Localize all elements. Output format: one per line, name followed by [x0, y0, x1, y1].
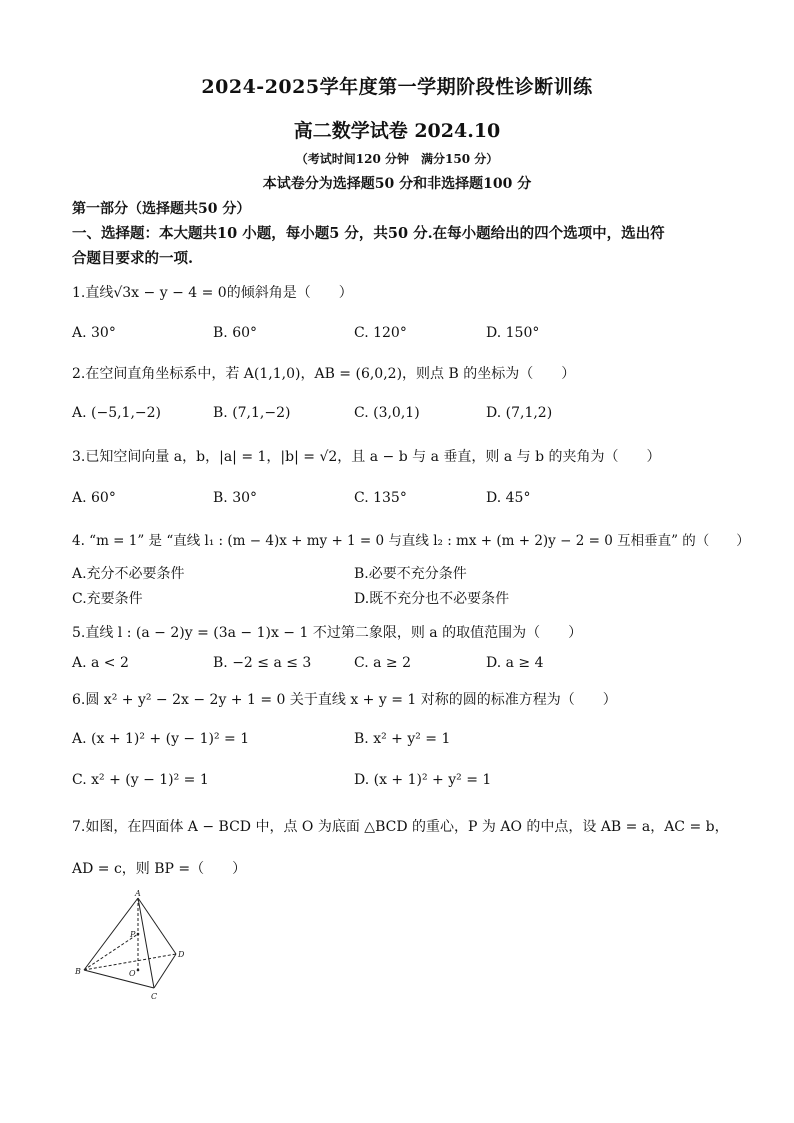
question-2-option-b[interactable]: B. (7,1,−2) — [213, 405, 291, 421]
question-2-stem: 2.在空间直角坐标系中，若 A(1,1,0)，AB = (6,0,2)，则点 B 的坐标为（ ） — [72, 366, 576, 382]
question-1-stem: 1.直线√3x − y − 4 = 0的倾斜角是（ ） — [72, 285, 353, 301]
exam-info: （考试时间120 分钟 满分150 分） — [295, 152, 499, 166]
question-4-option-d[interactable]: D.既不充分也不必要条件 — [354, 591, 510, 607]
question-6-stem: 6.圆 x² + y² − 2x − 2y + 1 = 0 关于直线 x + y = 1 对称的圆的标准方程为（ ） — [72, 692, 617, 708]
question-4-option-a[interactable]: A.充分不必要条件 — [72, 566, 185, 582]
point-o — [137, 969, 140, 972]
exam-title: 2024-2025学年度第一学期阶段性诊断训练 — [201, 76, 593, 98]
question-6-option-b[interactable]: B. x² + y² = 1 — [354, 731, 451, 747]
question-4-stem: 4. “m = 1” 是 “直线 l₁ : (m − 4)x + my + 1 = 0 与直线 l₂ : mx + (m + 2)y − 2 = 0 互相垂直” 的（ ） — [72, 533, 750, 549]
segment-bp — [84, 934, 138, 970]
question-5-option-c[interactable]: C. a ≥ 2 — [354, 655, 411, 671]
label-a: A — [135, 889, 141, 898]
edge-ac — [138, 898, 154, 988]
paper-note: 本试卷分为选择题50 分和非选择题100 分 — [262, 176, 532, 192]
tetrahedron-figure — [72, 888, 202, 1006]
question-2-option-c[interactable]: C. (3,0,1) — [354, 405, 420, 421]
edge-bc — [84, 970, 154, 988]
question-1-option-b[interactable]: B. 60° — [213, 325, 258, 341]
question-2-option-a[interactable]: A. (−5,1,−2) — [72, 405, 162, 421]
exam-subtitle: 高二数学试卷 2024.10 — [293, 120, 501, 142]
question-7-stem-line-2: AD = c，则 BP =（ ） — [72, 861, 247, 877]
question-5-option-b[interactable]: B. −2 ≤ a ≤ 3 — [213, 655, 312, 671]
edge-cd — [154, 954, 176, 988]
question-6-option-a[interactable]: A. (x + 1)² + (y − 1)² = 1 — [72, 731, 250, 747]
point-p — [137, 933, 140, 936]
question-5-option-d[interactable]: D. a ≥ 4 — [486, 655, 544, 671]
edge-ad — [138, 898, 176, 954]
question-3-stem: 3.已知空间向量 a，b，|a| = 1，|b| = √2，且 a − b 与 a 垂直，则 a 与 b 的夹角为（ ） — [72, 449, 661, 465]
question-3-option-b[interactable]: B. 30° — [213, 490, 258, 506]
label-c: C — [151, 992, 158, 1001]
label-d: D — [178, 950, 185, 959]
question-3-option-c[interactable]: C. 135° — [354, 490, 407, 506]
question-3-option-d[interactable]: D. 45° — [486, 490, 531, 506]
question-5-stem: 5.直线 l : (a − 2)y = (3a − 1)x − 1 不过第二象限，则 a 的取值范围为（ ） — [72, 625, 583, 641]
label-o: O — [129, 969, 136, 978]
question-1-option-c[interactable]: C. 120° — [354, 325, 407, 341]
question-4-option-b[interactable]: B.必要不充分条件 — [354, 566, 467, 582]
question-1-option-d[interactable]: D. 150° — [486, 325, 540, 341]
question-5-option-a[interactable]: A. a < 2 — [72, 655, 129, 671]
instruction-line-1: 一、选择题：本大题共10 小题，每小题5 分，共50 分.在每小题给出的四个选项中，选出符 — [72, 225, 665, 242]
question-2-option-d[interactable]: D. (7,1,2) — [486, 405, 553, 421]
question-1-option-a[interactable]: A. 30° — [72, 325, 116, 341]
part-title: 第一部分（选择题共50 分） — [72, 201, 251, 217]
instruction-line-2: 合题目要求的一项. — [72, 250, 194, 267]
question-6-option-c[interactable]: C. x² + (y − 1)² = 1 — [72, 772, 209, 788]
question-4-option-c[interactable]: C.充要条件 — [72, 591, 143, 607]
question-7-stem: 7.如图，在四面体 A − BCD 中，点 O 为底面 △BCD 的重心，P 为 AO 的中点，设 AB = a，AC = b， — [72, 819, 729, 835]
question-3-option-a[interactable]: A. 60° — [72, 490, 116, 506]
label-b: B — [75, 967, 81, 976]
label-p: P — [130, 930, 136, 939]
edge-bd-hidden — [84, 954, 176, 970]
question-6-option-d[interactable]: D. (x + 1)² + y² = 1 — [354, 772, 492, 788]
